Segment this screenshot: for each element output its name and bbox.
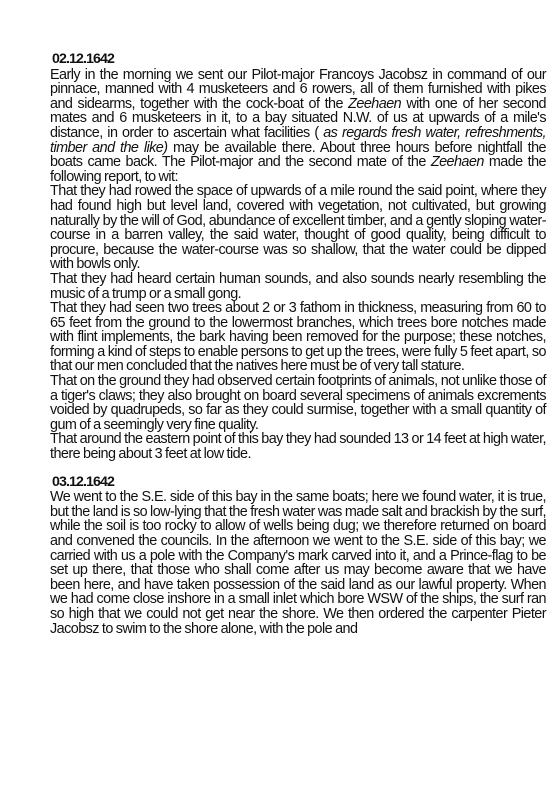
- text-segment: That they had rowed the space of upwards of a mile round the said point, where they had found high but level land, covered with vegetation, not cultivated, but growing naturally by the will of God, abundance of excellent timber, and a gently sloping water-course in a barren valley, the said water, thought of good quality, being difficult to procure, because the water-course was so shallow, that the water could be dipped with bowls only.: [50, 183, 546, 273]
- text-segment: Early in the morning we sent our Pilot-major Francoys Jacobsz in command of our pinnace, manned with 4 musketeers and 6 rowers, all of them furnished with pikes and sidearms, together with the cock-boat of the: [50, 66, 546, 112]
- text-segment: may be available there. About three hours before nightfall the boats came back. The Pilot-major and the second mate of the: [50, 139, 546, 171]
- entry-paragraph: [50, 301, 546, 374]
- text-segment: That around the eastern point of this bay they had sounded 13 or 14 feet at high water, there being about 3 feet at low tide.: [50, 431, 546, 463]
- journal-page: [50, 52, 546, 636]
- text-segment: with one of her second mates and 6 musketeers in it, to a bay situated N.W. of us at upwards of a mile's distance, in order to ascertain what facilities (: [50, 95, 546, 141]
- entry-paragraph: [50, 272, 546, 301]
- entry-paragraph: [50, 68, 546, 185]
- entry-paragraph: [50, 374, 546, 432]
- text-segment: That on the ground they had observed certain footprints of animals, not unlike those of a tiger's claws; they also brought on board several specimens of animals excrements voided by quadrupeds, so far as they could surmise, together with a small quantity of gum of a seemingly very fine quality.: [50, 373, 546, 433]
- italic-phrase: as regards fresh water, refreshments, timber and the like): [50, 124, 546, 156]
- ship-name: Zeehaen: [348, 95, 402, 112]
- text-segment: We went to the S.E. side of this bay in the same boats; here we found water, it is true, but the land is so low-lying that the fresh water was made salt and brackish by the surf, while the soil is too rocky to allow of wells being dug; we therefore returned on board and convened the councils. In the afternoon we went to the S.E. side of this bay; we carried with us a pole with the Company's mark carved into it, and a Prince-flag to be set up there, that those who shall come after us may become aware that we have been here, and have taken possession of the said land as our lawful property. When we had come close inshore in a small inlet which bore WSW of the ships, the surf ran so high that we could not get near the shore. We then ordered the carpenter Pieter Jacobsz to swim to the shore alone, with the pole and: [50, 489, 546, 637]
- text-segment: made the following report, to wit:: [50, 154, 546, 185]
- entry-paragraph: [50, 432, 546, 461]
- journal-entry: [50, 475, 546, 637]
- ship-name: Zeehaen: [430, 154, 484, 171]
- entry-date: 03.12.1642: [52, 473, 115, 490]
- entry-paragraph: [50, 490, 546, 636]
- journal-entry: [50, 52, 546, 462]
- text-segment: That they had seen two trees about 2 or 3 fathom in thickness, measuring from 60 to 65 feet from the ground to the lowermost branches, which trees bore notches made with flint implements, the bark having been removed for the purpose; these notches, forming a kind of steps to enable persons to get up the trees, were fully 5 feet apart, so that our men concluded that the natives here must be of very tall stature.: [50, 300, 546, 375]
- entry-paragraph: [50, 184, 546, 272]
- entry-date: 02.12.1642: [52, 51, 115, 67]
- text-segment: That they had heard certain human sounds, and also sounds nearly resembling the music of a trump or a small gong.: [50, 270, 546, 302]
